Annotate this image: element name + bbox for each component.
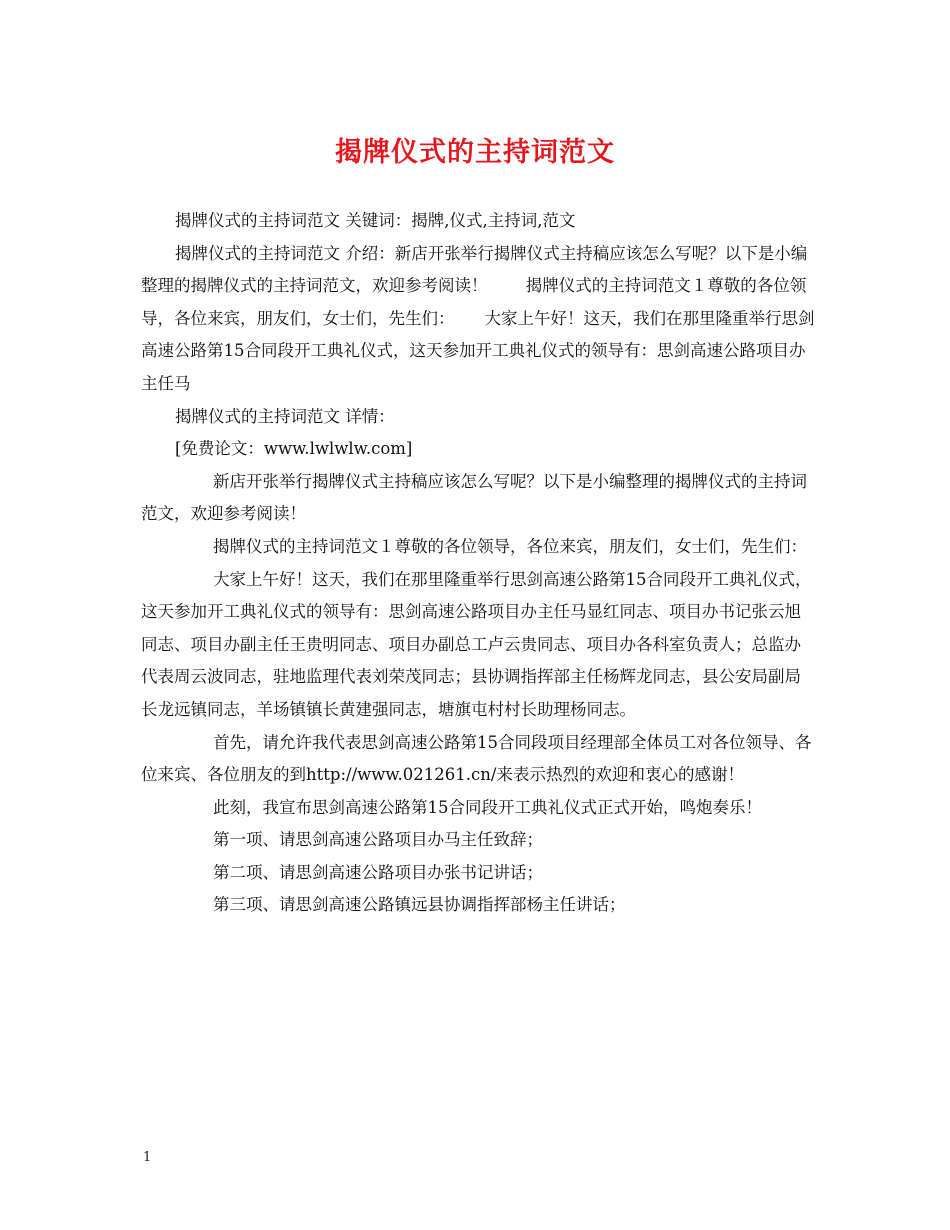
body-paragraph: 揭牌仪式的主持词范文１尊敬的各位领导，各位来宾，朋友们，女士们，先生们： [213,536,807,556]
document-title: 揭牌仪式的主持词范文 [335,137,615,168]
body-paragraph: 此刻，我宣布思剑高速公路第15合同段开工典礼仪式正式开始，鸣炮奏乐！ [213,797,762,817]
page-number: 1 [143,1150,152,1165]
keywords-paragraph: 揭牌仪式的主持词范文 关键词：揭牌,仪式,主持词,范文 [175,211,576,230]
agenda-item: 第三项、请思剑高速公路镇远县协调指挥部杨主任讲话； [213,895,626,915]
agenda-item: 第一项、请思剑高速公路项目办马主任致辞； [213,830,543,850]
document-body [141,205,817,922]
details-heading: 揭牌仪式的主持词范文 详情： [175,406,395,426]
intro-paragraph: 揭牌仪式的主持词范文 介绍：新店开张举行揭牌仪式主持稿应该怎么写呢？以下是小编整理的揭牌仪式的主持词范文，欢迎参考阅读！ 揭牌仪式的主持词范文１尊敬的各位领导，各位来宾，朋友们，女士们，先生们： 大家上午好！这天，我们在那里隆重举行思剑高速公路第15合同段开工典礼仪式，这天参加开工典礼仪式的领导有：思剑高速公路项目办主任马 [141,243,815,393]
body-paragraph: 新店开张举行揭牌仪式主持稿应该怎么写呢？以下是小编整理的揭牌仪式的主持词范文，欢迎参考阅读！ [141,471,807,524]
source-note: [免费论文：www.lwlwlw.com] [175,439,413,459]
agenda-item: 第二项、请思剑高速公路项目办张书记讲话； [213,862,543,882]
body-paragraph: 首先，请允许我代表思剑高速公路第15合同段项目经理部全体员工对各位领导、各位来宾、各位朋友的到http://www.021261.cn/来表示热烈的欢迎和衷心的感谢！ [141,732,812,785]
body-paragraph: 大家上午好！这天，我们在那里隆重举行思剑高速公路第15合同段开工典礼仪式，这天参加开工典礼仪式的领导有：思剑高速公路项目办主任马显红同志、项目办书记张云旭同志、项目办副主任王贵明同志、项目办副总工卢云贵同志、项目办各科室负责人；总监办代表周云波同志，驻地监理代表刘荣茂同志；县协调指挥部主任杨辉龙同志，县公安局副局长龙远镇同志，羊场镇镇长黄建强同志，塘旗屯村村长助理杨同志。 [141,569,812,719]
